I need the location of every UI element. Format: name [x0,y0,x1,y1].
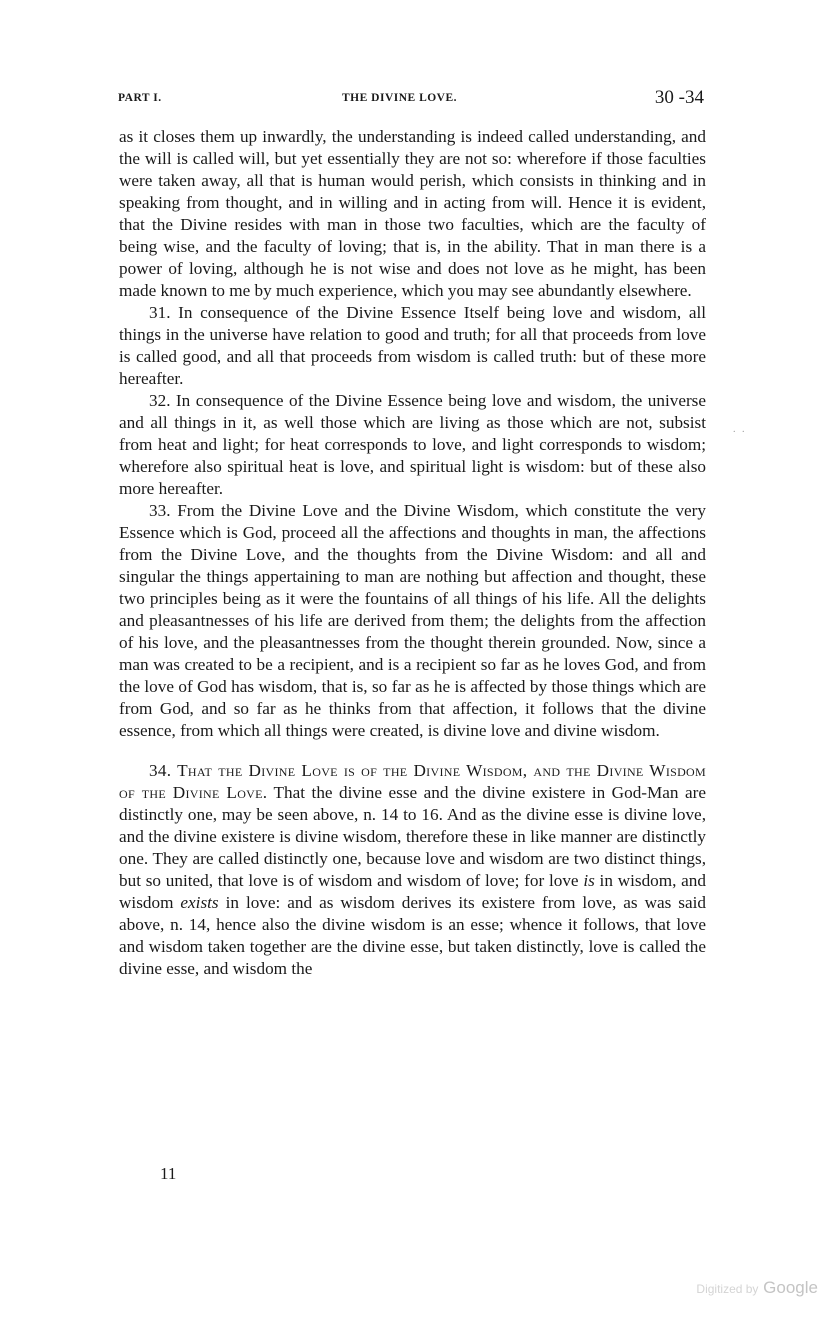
italic-is: is [583,871,595,890]
page-range: 30 -34 [654,87,704,108]
running-title: THE DIVINE LOVE. [342,92,458,104]
running-header [118,88,710,112]
watermark-brand: Google [763,1278,818,1297]
page-body [119,126,706,980]
paragraph-31: 31. In consequence of the Divine Essence Itself being love and wisdom, all things in the universe have relation to good and truth; for all that proceeds from love is called good, and all that proceeds from wisdom is called truth: but of these more hereafter. [119,303,706,388]
paragraph-34-text-b: in wisdom, and wisdom [119,871,706,912]
digitized-watermark [696,1278,818,1298]
margin-mark: . . [733,424,747,435]
paragraph-32: 32. In consequence of the Divine Essence being love and wisdom, the universe and all things in it, as well those which are living as those which are not, subsist from heat and light; for heat corresponds to love, and light corresponds to wisdom; wherefore also spiritual heat is love, and spiritual light is wisdom: but of these also more hereafter. [119,391,706,498]
paragraph-34 [119,760,706,980]
paragraph-33: 33. From the Divine Love and the Divine Wisdom, which constitute the very Essence which is God, proceed all the affections and thoughts in man, the affections from the Divine Love, and the thoughts from the Divine Wisdom: and all and singular the things appertaining to man are nothing but affection and thought, these two principles being as it were the fountains of all things of his life. All the delights and pleasantnesses of his life are derived from them; the delights from the affection of his love, and the pleasantnesses from the thought therein grounded. Now, since a man was created to be a recipient, and is a recipient so far as he loves God, and from the love of God has wisdom, that is, so far as he is affected by those things which are from God, and so far as he thinks from that affection, it follows that the divine essence, from which all things were created, is divine love and divine wisdom. [119,501,706,740]
paragraph-continuation: as it closes them up inwardly, the understanding is indeed called understanding, and the will is called will, but yet essentially they are not so: wherefore if those faculties were taken away, all that is human would perish, which consists in thinking and in speaking from thought, and in willing and in acting from will. Hence it is evident, that the Divine resides with man in those two faculties, which are the faculty of being wise, and the faculty of loving; that is, in the ability. That in man there is a power of loving, although he is not wise and does not love as he might, has been made known to me by much experience, which you may see abundantly elsewhere. [119,127,706,300]
paragraph-34-text-a: That the divine esse and the divine existere in God-Man are distinctly one, may be seen above, n. 14 to 16. And as the divine esse is divine love, and the divine existere is divine wisdom, therefore these in like manner are distinctly one. They are called distinctly one, because love and wisdom are two distinct things, but so united, that love is of wisdom and wisdom of love; for love [119,783,706,890]
italic-exists: exists [180,893,219,912]
section-heading-34: 34. That the Divine Love is of the Divine Wisdom, and the Divine Wisdom of the Divine Love. [119,761,706,802]
paragraph-34-text-c: in love: and as wisdom derives its existere from love, as was said above, n. 14, hence also the divine wisdom is an esse; whence it follows, that love and wisdom taken together are the divine esse, but taken distinctly, love is called the divine esse, and wisdom the [119,893,706,978]
watermark-prefix: Digitized by [696,1282,759,1296]
part-label: PART I. [118,92,162,104]
signature-mark: 11 [160,1164,177,1183]
